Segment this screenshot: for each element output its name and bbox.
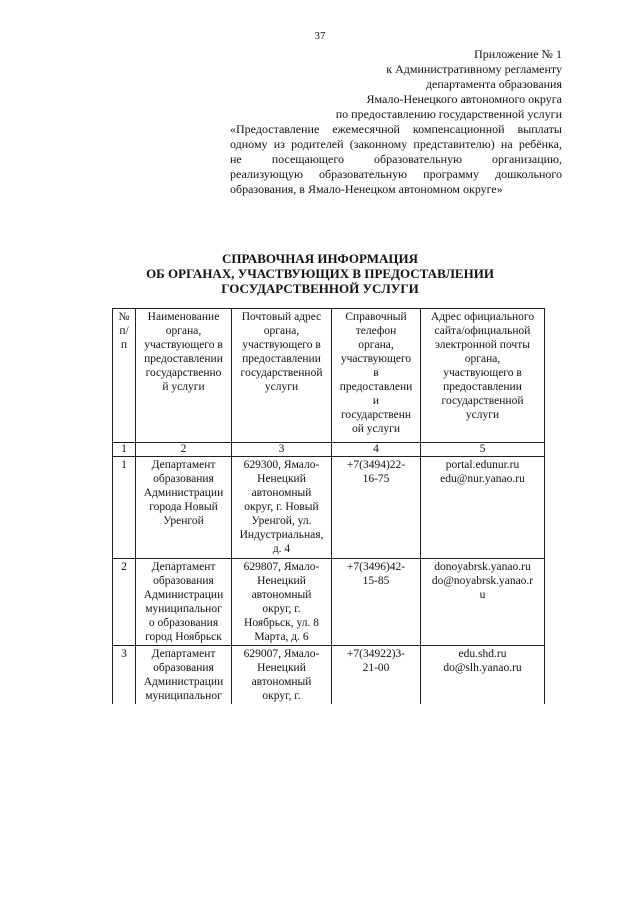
cell-website-email-line: edu.shd.ru: [458, 648, 507, 660]
cell-organ-name-line: город Ноябрьск: [145, 631, 222, 643]
cell-website-email-line: donoyabrsk.yanao.ru: [434, 561, 531, 573]
cell-number-line: 3: [121, 648, 127, 660]
cell-website-email-line: edu@nur.yanao.ru: [440, 473, 525, 485]
header-line: услуги: [264, 381, 299, 393]
cell-organ-name: [136, 646, 232, 705]
header-line: органа,: [165, 325, 202, 337]
cell-number-line: 1: [121, 459, 127, 471]
cell-postal-address-line: автономный: [251, 589, 312, 601]
header-line: участвующего в: [443, 367, 522, 379]
header-line: предоставлении: [242, 353, 321, 365]
header-line: участвующего: [340, 353, 412, 365]
header-cell-organ-name: [136, 309, 232, 443]
header-line: Наименование: [147, 311, 220, 323]
table-row: [113, 646, 545, 705]
column-number-row: [113, 443, 545, 457]
column-number: 1: [113, 443, 136, 457]
cell-phone-line: +7(3496)42-: [346, 561, 406, 573]
header-line: государственно: [145, 367, 222, 379]
header-line: ой услуги: [352, 423, 400, 435]
cell-postal-address-line: 629007, Ямало-: [243, 648, 320, 660]
cell-postal-address-line: округ, г.: [262, 690, 301, 702]
title-line: ОБ ОРГАНАХ, УЧАСТВУЮЩИХ В ПРЕДОСТАВЛЕНИИ: [146, 266, 494, 281]
cell-organ-name-line: Администрации: [143, 487, 224, 499]
header-line: предоставлении: [443, 381, 522, 393]
cell-website-email: [421, 646, 545, 705]
header-line: органа,: [263, 325, 300, 337]
cell-organ-name-line: образования: [153, 662, 214, 674]
cell-number-line: 2: [121, 561, 127, 573]
cell-organ-name-line: образования: [153, 575, 214, 587]
header-line: предоставлени: [339, 381, 413, 393]
appendix-line: департамента образования: [425, 77, 562, 91]
cell-postal-address-line: округ, г. Новый: [244, 501, 319, 513]
appendix-line: Ямало-Ненецкого автономного округа: [366, 92, 562, 106]
cell-phone-line: +7(34922)3-: [346, 648, 406, 660]
cell-organ-name-line: Департамент: [151, 648, 216, 660]
cell-phone-line: 16-75: [362, 473, 390, 485]
cell-phone: [332, 559, 421, 646]
cell-postal-address: [232, 646, 332, 705]
cell-phone-line: +7(3494)22-: [346, 459, 406, 471]
appendix-line: образования, в Ямало-Ненецком автономном округе»: [230, 182, 503, 196]
cell-organ-name-line: Департамент: [151, 459, 216, 471]
header-line: п: [120, 339, 128, 351]
header-line: сайта/официальной: [434, 325, 531, 337]
header-line: государственной: [441, 395, 524, 407]
header-cell-number: [113, 309, 136, 443]
appendix-line: реализующую образовательную программу дошкольного: [230, 167, 562, 181]
appendix-line: Приложение № 1: [474, 47, 562, 61]
appendix-line: не посещающего образовательную организацию,: [230, 152, 562, 166]
header-cell-phone: [332, 309, 421, 443]
header-line: в: [373, 367, 379, 379]
header-line: й услуги: [162, 381, 205, 393]
cell-website-email-line: do@slh.yanao.ru: [443, 662, 522, 674]
header-line: №: [118, 311, 130, 323]
cell-website-email-line: portal.edunur.ru: [445, 459, 520, 471]
header-line: участвующего в: [242, 339, 321, 351]
cell-number: [113, 559, 136, 646]
cell-postal-address: [232, 559, 332, 646]
column-number: 2: [136, 443, 232, 457]
title-line: СПРАВОЧНАЯ ИНФОРМАЦИЯ: [222, 251, 418, 266]
title-line: ГОСУДАРСТВЕННОЙ УСЛУГИ: [221, 281, 419, 296]
cell-postal-address-line: Ноябрьск, ул. 8: [244, 617, 319, 629]
cell-number: [113, 457, 136, 559]
header-cell-postal-address: [232, 309, 332, 443]
cell-organ-name-line: муниципальног: [145, 690, 222, 702]
header-line: государственн: [340, 409, 412, 421]
cell-organ-name-line: Администрации: [143, 676, 224, 688]
header-line: органа,: [358, 339, 394, 351]
header-line: и: [372, 395, 380, 407]
table-row: [113, 559, 545, 646]
cell-website-email: [421, 457, 545, 559]
column-number: 4: [332, 443, 421, 457]
cell-postal-address-line: Уренгой, ул.: [251, 515, 312, 527]
header-cell-website-email: [421, 309, 545, 443]
document-title: [0, 251, 640, 296]
cell-organ-name-line: образования: [153, 473, 214, 485]
cell-website-email-line: u: [479, 589, 486, 601]
cell-phone-line: 21-00: [362, 662, 390, 674]
cell-organ-name: [136, 457, 232, 559]
cell-organ-name: [136, 559, 232, 646]
cell-postal-address-line: Ненецкий: [257, 662, 306, 674]
cell-number: [113, 646, 136, 705]
cell-postal-address-line: автономный: [251, 487, 312, 499]
table-row: [113, 457, 545, 559]
cell-postal-address-line: 629807, Ямало-: [243, 561, 320, 573]
appendix-line: одному из родителей (законному представителю) на ребёнка,: [230, 137, 562, 151]
cell-postal-address-line: Марта, д. 6: [254, 631, 309, 643]
header-line: органа,: [464, 353, 501, 365]
header-line: телефон: [355, 325, 397, 337]
header-line: услуги: [465, 409, 500, 421]
header-line: государственной: [240, 367, 323, 379]
reference-table: [112, 308, 545, 704]
cell-phone-line: 15-85: [362, 575, 390, 587]
cell-phone: [332, 457, 421, 559]
appendix-line: «Предоставление ежемесячной компенсационной выплаты: [230, 122, 562, 136]
cell-organ-name-line: города Новый: [149, 501, 218, 513]
table-header-row: [113, 309, 545, 443]
cell-organ-name-line: Департамент: [151, 561, 216, 573]
header-line: Почтовый адрес: [241, 311, 322, 323]
cell-postal-address-line: Ненецкий: [257, 473, 306, 485]
cell-phone: [332, 646, 421, 705]
column-number: 3: [232, 443, 332, 457]
column-number: 5: [421, 443, 545, 457]
cell-organ-name-line: Уренгой: [163, 515, 204, 527]
cell-postal-address: [232, 457, 332, 559]
cell-postal-address-line: 629300, Ямало-: [243, 459, 320, 471]
cell-organ-name-line: о образования: [148, 617, 219, 629]
page-number: 37: [314, 30, 326, 42]
appendix-header: [230, 47, 562, 197]
appendix-line: к Административному регламенту: [386, 62, 562, 76]
appendix-line: по предоставлению государственной услуги: [335, 107, 562, 121]
cell-organ-name-line: Администрации: [143, 589, 224, 601]
cell-website-email-line: do@noyabrsk.yanao.r: [431, 575, 534, 587]
cell-postal-address-line: Индустриальная,: [239, 529, 324, 541]
cell-organ-name-line: муниципальног: [145, 603, 222, 615]
cell-website-email: [421, 559, 545, 646]
header-line: электронной почты: [435, 339, 530, 351]
header-line: предоставлении: [144, 353, 223, 365]
header-line: участвующего в: [144, 339, 223, 351]
header-line: п/: [119, 325, 129, 337]
cell-postal-address-line: д. 4: [272, 543, 291, 555]
cell-postal-address-line: Ненецкий: [257, 575, 306, 587]
header-line: Справочный: [345, 311, 407, 323]
header-line: Адрес официального: [430, 311, 535, 323]
cell-postal-address-line: автономный: [251, 676, 312, 688]
cell-postal-address-line: округ, г.: [262, 603, 301, 615]
